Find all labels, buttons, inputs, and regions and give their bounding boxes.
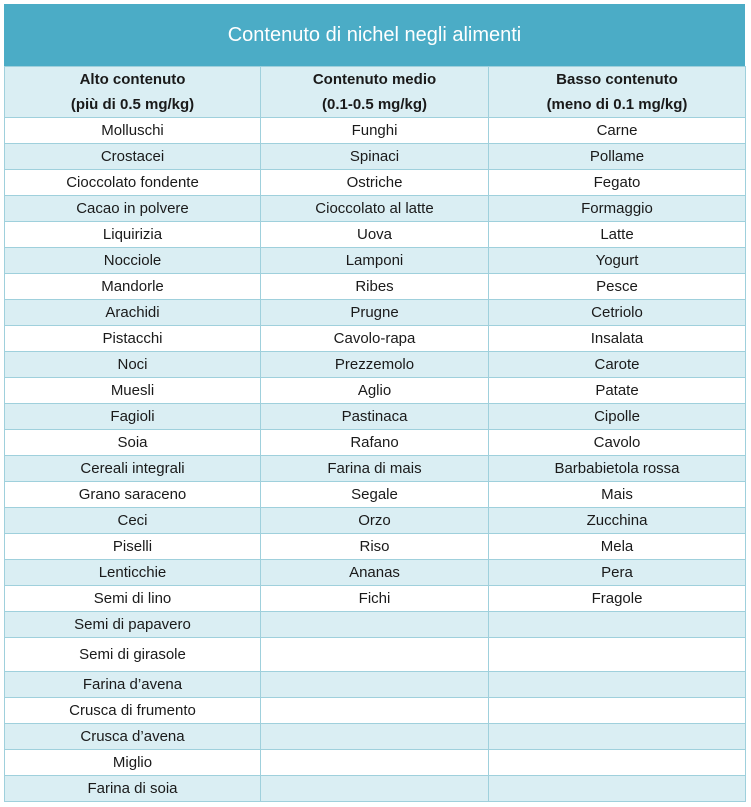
cell-medium [261,698,489,724]
header-medium [261,67,489,118]
table-row [5,586,746,612]
cell-medium: Ostriche [261,170,489,196]
cell-low: Carote [489,352,746,378]
cell-low: Pollame [489,144,746,170]
cell-low: Fegato [489,170,746,196]
cell-high: Nocciole [5,248,261,274]
cell-medium: Riso [261,534,489,560]
cell-high: Cereali integrali [5,456,261,482]
cell-high: Mandorle [5,274,261,300]
cell-high: Farina di soia [5,776,261,802]
cell-low: Patate [489,378,746,404]
header-medium-range: (0.1-0.5 mg/kg) [321,96,428,113]
cell-low: Fragole [489,586,746,612]
header-low-range: (meno di 0.1 mg/kg) [546,96,688,113]
table-row [5,170,746,196]
cell-low [489,672,746,698]
cell-high: Cacao in polvere [5,196,261,222]
cell-medium: Lamponi [261,248,489,274]
table-row [5,144,746,170]
table-row [5,196,746,222]
cell-medium: Orzo [261,508,489,534]
cell-low [489,698,746,724]
header-low-name: Basso contenuto [556,71,678,88]
cell-medium: Funghi [261,118,489,144]
table-row [5,118,746,144]
nickel-content-table [4,66,746,802]
cell-high: Molluschi [5,118,261,144]
cell-low: Pera [489,560,746,586]
cell-medium: Pastinaca [261,404,489,430]
cell-low: Latte [489,222,746,248]
cell-medium: Prugne [261,300,489,326]
table-row [5,274,746,300]
header-medium-name: Contenuto medio [312,71,437,88]
table-row [5,326,746,352]
cell-low: Barbabietola rossa [489,456,746,482]
cell-medium [261,776,489,802]
cell-high: Semi di girasole [5,638,261,672]
cell-high: Soia [5,430,261,456]
table-row [5,672,746,698]
cell-low: Mela [489,534,746,560]
cell-low: Mais [489,482,746,508]
cell-medium: Aglio [261,378,489,404]
header-high-name: Alto contenuto [79,71,186,88]
header-high-range: (più di 0.5 mg/kg) [70,96,195,113]
cell-medium [261,750,489,776]
table-row [5,482,746,508]
cell-high: Fagioli [5,404,261,430]
cell-medium: Fichi [261,586,489,612]
cell-medium [261,672,489,698]
cell-medium: Spinaci [261,144,489,170]
table-row [5,698,746,724]
table-row [5,560,746,586]
cell-medium [261,638,489,672]
cell-high: Miglio [5,750,261,776]
cell-high: Farina d’avena [5,672,261,698]
cell-medium: Farina di mais [261,456,489,482]
table-row [5,404,746,430]
table-row [5,508,746,534]
header-row [5,67,746,118]
cell-low: Pesce [489,274,746,300]
cell-high: Piselli [5,534,261,560]
cell-low [489,612,746,638]
cell-high: Liquirizia [5,222,261,248]
table-row [5,638,746,672]
cell-high: Arachidi [5,300,261,326]
table-title: Contenuto di nichel negli alimenti [4,4,745,66]
table-row [5,456,746,482]
cell-low: Zucchina [489,508,746,534]
cell-low: Carne [489,118,746,144]
table-row [5,222,746,248]
table-row [5,430,746,456]
table-row [5,612,746,638]
header-low [489,67,746,118]
cell-low: Cavolo [489,430,746,456]
cell-low [489,638,746,672]
cell-medium: Segale [261,482,489,508]
cell-medium: Cavolo-rapa [261,326,489,352]
cell-low: Insalata [489,326,746,352]
cell-high: Crusca di frumento [5,698,261,724]
cell-high: Grano saraceno [5,482,261,508]
cell-low: Formaggio [489,196,746,222]
cell-high: Crostacei [5,144,261,170]
cell-high: Muesli [5,378,261,404]
nickel-table-container [4,4,745,802]
table-row [5,378,746,404]
table-row [5,776,746,802]
table-row [5,248,746,274]
cell-low [489,776,746,802]
table-row [5,352,746,378]
table-row [5,750,746,776]
cell-high: Semi di lino [5,586,261,612]
cell-medium [261,724,489,750]
cell-low: Cetriolo [489,300,746,326]
table-row [5,300,746,326]
table-row [5,534,746,560]
cell-medium: Rafano [261,430,489,456]
cell-medium: Cioccolato al latte [261,196,489,222]
table-row [5,724,746,750]
cell-medium: Uova [261,222,489,248]
cell-high: Noci [5,352,261,378]
cell-low [489,750,746,776]
cell-high: Lenticchie [5,560,261,586]
cell-medium: Ribes [261,274,489,300]
cell-high: Crusca d’avena [5,724,261,750]
cell-low [489,724,746,750]
cell-medium [261,612,489,638]
cell-high: Semi di papavero [5,612,261,638]
cell-high: Ceci [5,508,261,534]
cell-medium: Prezzemolo [261,352,489,378]
table-body [5,118,746,802]
cell-low: Cipolle [489,404,746,430]
header-high [5,67,261,118]
cell-high: Pistacchi [5,326,261,352]
cell-medium: Ananas [261,560,489,586]
cell-low: Yogurt [489,248,746,274]
cell-high: Cioccolato fondente [5,170,261,196]
